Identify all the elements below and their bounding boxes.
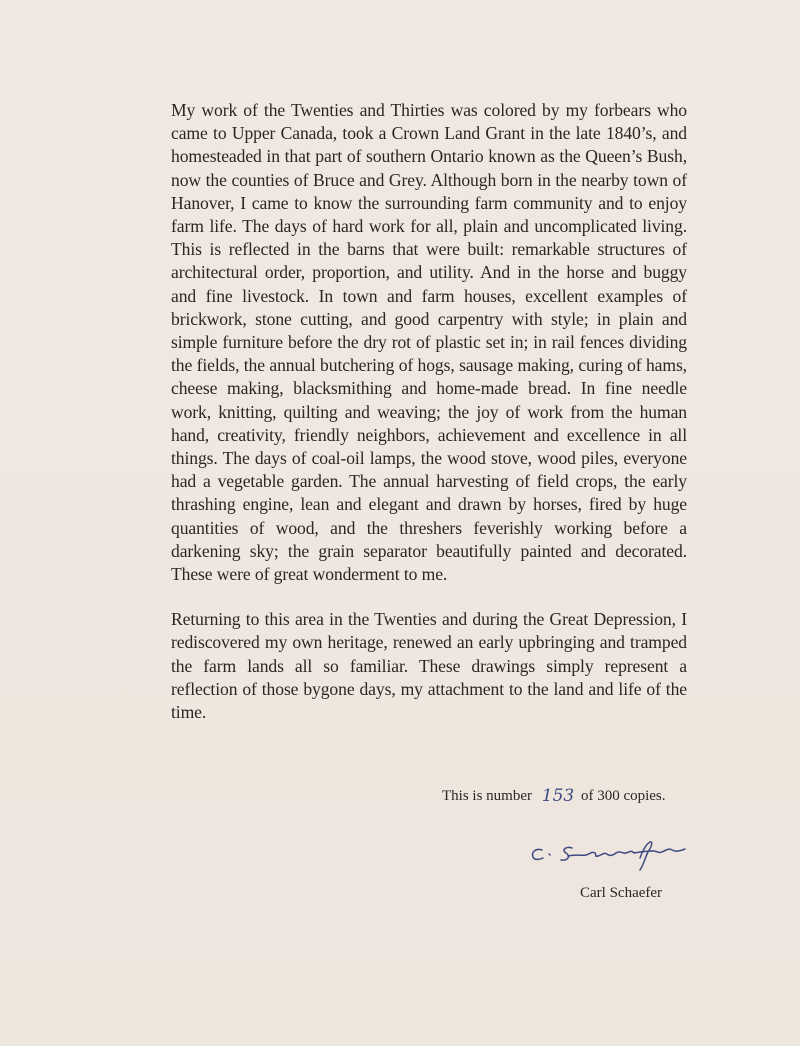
body-text bbox=[171, 99, 687, 724]
edition-statement bbox=[442, 785, 666, 806]
paragraph-2: Returning to this area in the Twenties and during the Great Depression, I rediscovered my own heritage, renewed an early upbringing and tramped the farm lands all so familiar. These drawings simply represent a reflection of those bygone days, my attachment to the land and life of the time. bbox=[171, 609, 687, 723]
handwritten-signature bbox=[528, 838, 688, 872]
signer-name: Carl Schaefer bbox=[580, 885, 663, 901]
edition-suffix: of 300 copies. bbox=[580, 788, 666, 804]
edition-number: 153 bbox=[541, 786, 575, 806]
paragraph-1: My work of the Twenties and Thirties was colored by my forbears who came to Upper Canada, took a Crown Land Grant in the late 1840’s, and homesteaded in that part of southern Ontario known as the Queen’s Bush, now the counties of Bruce and Grey. Although born in the nearby town of Hanover, I came to know the surrounding farm community and to enjoy farm life. The days of hard work for all, plain and uncomplicated living. This is reflected in the barns that were built: remarkable structures of architectural order, proportion, and utility. And in the horse and buggy and fine livestock. In town and farm houses, excellent examples of brickwork, stone cutting, and good carpentry with style; in plain and simple furniture before the dry rot of plastic set in; in rail fences dividing the fields, the annual butchering of hogs, sausage making, curing of hams, cheese making, blacksmithing and home-made bread. In fine needle work, knitting, quilting and weaving; the joy of work from the human hand, creativity, friendly neighbors, achievement and excellence in all things. The days of coal-oil lamps, the wood stove, wood piles, everyone had a vegetable garden. The annual harvesting of field crops, the early thrashing engine, lean and elegant and drawn by horses, fired by huge quantities of wood, and the threshers feverishly working before a darkening sky; the grain separator beautifully painted and decorated. These were of great wonderment to me. bbox=[171, 100, 687, 585]
edition-prefix: This is number bbox=[442, 788, 532, 804]
